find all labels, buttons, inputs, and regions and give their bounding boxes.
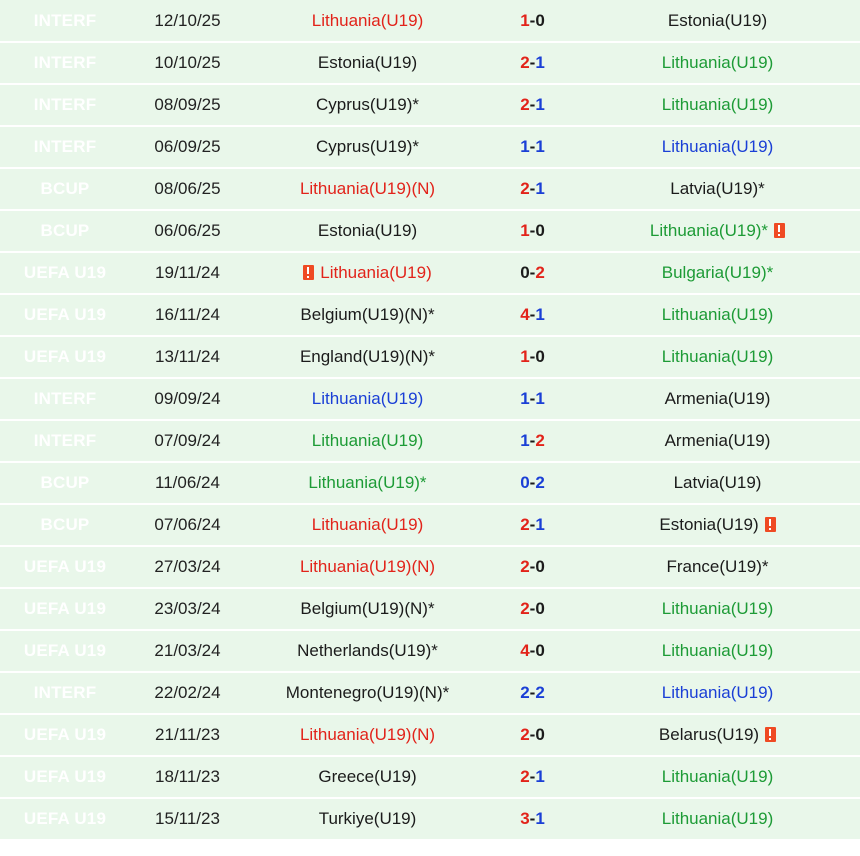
score-cell bbox=[490, 504, 575, 546]
home-team-name: Netherlands(U19)* bbox=[297, 641, 438, 660]
score-cell bbox=[490, 546, 575, 588]
home-team-cell[interactable] bbox=[245, 294, 490, 336]
score-home: 1 bbox=[520, 10, 530, 30]
score-away: 2 bbox=[535, 683, 545, 702]
home-team-cell[interactable] bbox=[245, 378, 490, 420]
home-team-name: Belgium(U19)(N)* bbox=[300, 305, 435, 324]
score-cell bbox=[490, 798, 575, 840]
score-home: 2 bbox=[520, 53, 530, 72]
away-team-name: Lithuania(U19) bbox=[661, 137, 774, 156]
score-away: 0 bbox=[535, 557, 545, 576]
score-home: 2 bbox=[520, 95, 530, 114]
away-team-cell[interactable] bbox=[575, 504, 860, 546]
home-team-cell[interactable] bbox=[245, 42, 490, 84]
home-team-cell[interactable] bbox=[245, 588, 490, 630]
home-team-cell[interactable] bbox=[245, 546, 490, 588]
score-away: 1 bbox=[535, 179, 545, 198]
away-team-cell[interactable] bbox=[575, 420, 860, 462]
competition-cell: BCUP bbox=[0, 462, 130, 504]
away-team-cell[interactable] bbox=[575, 294, 860, 336]
score-away: 1 bbox=[535, 53, 545, 72]
score-home: 2 bbox=[520, 683, 530, 702]
away-team-cell[interactable] bbox=[575, 798, 860, 840]
red-card-icon bbox=[765, 517, 776, 532]
home-team-name: Cyprus(U19)* bbox=[316, 137, 419, 156]
score-cell bbox=[490, 252, 575, 294]
match-date: 15/11/23 bbox=[130, 798, 245, 840]
score-separator: - bbox=[529, 599, 536, 618]
match-date: 10/10/25 bbox=[130, 42, 245, 84]
match-date: 16/11/24 bbox=[130, 294, 245, 336]
match-date: 21/03/24 bbox=[130, 630, 245, 672]
competition-cell: INTERF bbox=[0, 84, 130, 126]
score-home: 4 bbox=[520, 305, 530, 324]
competition-cell: INTERF bbox=[0, 126, 130, 168]
score-cell bbox=[490, 168, 575, 210]
away-team-cell[interactable] bbox=[575, 210, 860, 252]
score-separator: - bbox=[529, 137, 536, 156]
home-team-name: Cyprus(U19)* bbox=[316, 95, 419, 114]
table-row[interactable] bbox=[0, 504, 860, 546]
home-team-cell[interactable] bbox=[245, 462, 490, 504]
away-team-name: Bulgaria(U19)* bbox=[661, 263, 774, 282]
home-team-cell[interactable] bbox=[245, 756, 490, 798]
bottom-spacer bbox=[0, 841, 860, 851]
score-away: 1 bbox=[535, 95, 545, 114]
match-date: 08/09/25 bbox=[130, 84, 245, 126]
score-separator: - bbox=[529, 221, 536, 240]
home-team-cell[interactable] bbox=[245, 0, 490, 42]
home-team-name: Lithuania(U19)(N) bbox=[299, 557, 436, 576]
score-cell bbox=[490, 210, 575, 252]
home-team-name: Lithuania(U19)* bbox=[308, 473, 427, 492]
red-card-icon bbox=[303, 265, 314, 280]
table-row[interactable] bbox=[0, 252, 860, 294]
away-team-cell[interactable] bbox=[575, 630, 860, 672]
away-team-cell[interactable] bbox=[575, 252, 860, 294]
competition-cell: UEFA U19 bbox=[0, 756, 130, 798]
match-date: 13/11/24 bbox=[130, 336, 245, 378]
match-date: 12/10/25 bbox=[130, 0, 245, 42]
home-team-name: Lithuania(U19) bbox=[311, 431, 424, 450]
score-away: 2 bbox=[535, 431, 545, 450]
score-away: 2 bbox=[535, 263, 545, 282]
home-team-name: Lithuania(U19) bbox=[320, 263, 432, 282]
home-team-cell[interactable] bbox=[245, 168, 490, 210]
score-home: 2 bbox=[520, 725, 530, 744]
match-date: 06/06/25 bbox=[130, 210, 245, 252]
home-team-cell[interactable] bbox=[245, 210, 490, 252]
score-separator: - bbox=[529, 767, 536, 786]
score-cell bbox=[490, 42, 575, 84]
score-separator: - bbox=[529, 431, 536, 450]
score-away: 1 bbox=[535, 137, 545, 156]
competition-cell: UEFA U19 bbox=[0, 588, 130, 630]
home-team-name: Lithuania(U19) bbox=[311, 389, 424, 408]
away-team-name: Lithuania(U19) bbox=[661, 305, 774, 324]
away-team-cell[interactable] bbox=[575, 588, 860, 630]
score-home: 0 bbox=[520, 473, 530, 492]
competition-cell: INTERF bbox=[0, 672, 130, 714]
competition-cell: INTERF bbox=[0, 420, 130, 462]
score-separator: - bbox=[529, 557, 536, 576]
score-separator: - bbox=[529, 263, 536, 282]
match-date: 06/09/25 bbox=[130, 126, 245, 168]
score-away: 0 bbox=[535, 221, 545, 240]
table-row[interactable] bbox=[0, 798, 860, 840]
competition-cell: UEFA U19 bbox=[0, 252, 130, 294]
score-away: 1 bbox=[535, 809, 545, 828]
away-team-name: Lithuania(U19) bbox=[661, 767, 774, 786]
away-team-name: Armenia(U19) bbox=[664, 389, 771, 408]
table-row[interactable] bbox=[0, 42, 860, 84]
competition-cell: UEFA U19 bbox=[0, 546, 130, 588]
away-team-name: Lithuania(U19) bbox=[661, 95, 774, 114]
match-date: 27/03/24 bbox=[130, 546, 245, 588]
score-home: 1 bbox=[520, 347, 530, 366]
score-home: 2 bbox=[520, 557, 530, 576]
competition-cell: BCUP bbox=[0, 504, 130, 546]
home-team-name: Montenegro(U19)(N)* bbox=[285, 683, 450, 702]
table-row[interactable] bbox=[0, 588, 860, 630]
score-cell bbox=[490, 630, 575, 672]
away-team-name: Armenia(U19) bbox=[664, 431, 771, 450]
home-team-cell[interactable] bbox=[245, 84, 490, 126]
match-date: 21/11/23 bbox=[130, 714, 245, 756]
competition-cell: UEFA U19 bbox=[0, 294, 130, 336]
score-cell bbox=[490, 420, 575, 462]
table-row[interactable] bbox=[0, 84, 860, 126]
table-row[interactable] bbox=[0, 210, 860, 252]
score-separator: - bbox=[529, 179, 536, 198]
away-team-name: Lithuania(U19) bbox=[661, 347, 774, 366]
score-separator: - bbox=[529, 515, 536, 534]
away-team-name: Lithuania(U19) bbox=[661, 599, 774, 618]
score-home: 0 bbox=[520, 263, 530, 282]
home-team-cell[interactable] bbox=[245, 630, 490, 672]
score-cell bbox=[490, 336, 575, 378]
table-row[interactable] bbox=[0, 714, 860, 756]
match-date: 18/11/23 bbox=[130, 756, 245, 798]
away-team-cell[interactable] bbox=[575, 84, 860, 126]
away-team-cell[interactable] bbox=[575, 42, 860, 84]
home-team-cell[interactable] bbox=[245, 336, 490, 378]
match-date: 11/06/24 bbox=[130, 462, 245, 504]
away-team-name: Estonia(U19) bbox=[667, 10, 768, 30]
table-row[interactable] bbox=[0, 546, 860, 588]
score-cell bbox=[490, 714, 575, 756]
match-date: 07/06/24 bbox=[130, 504, 245, 546]
away-team-name: Lithuania(U19) bbox=[661, 683, 774, 702]
away-team-name: Latvia(U19)* bbox=[670, 179, 765, 198]
home-team-name: Estonia(U19) bbox=[317, 221, 418, 240]
match-date: 08/06/25 bbox=[130, 168, 245, 210]
score-separator: - bbox=[529, 389, 536, 408]
score-away: 0 bbox=[535, 725, 545, 744]
score-separator: - bbox=[529, 683, 536, 702]
score-separator: - bbox=[529, 95, 536, 114]
match-date: 09/09/24 bbox=[130, 378, 245, 420]
home-team-cell[interactable] bbox=[245, 126, 490, 168]
away-team-cell[interactable] bbox=[575, 336, 860, 378]
home-team-cell[interactable] bbox=[245, 252, 490, 294]
competition-cell: BCUP bbox=[0, 168, 130, 210]
score-home: 1 bbox=[520, 431, 530, 450]
away-team-cell[interactable] bbox=[575, 672, 860, 714]
score-away: 1 bbox=[535, 767, 545, 786]
home-team-name: Belgium(U19)(N)* bbox=[300, 599, 435, 618]
home-team-name: Lithuania(U19) bbox=[311, 515, 424, 534]
score-separator: - bbox=[529, 347, 536, 366]
score-home: 2 bbox=[520, 515, 530, 534]
score-separator: - bbox=[529, 473, 536, 492]
home-team-name: Lithuania(U19) bbox=[311, 10, 424, 30]
table-row[interactable] bbox=[0, 378, 860, 420]
competition-cell: INTERF bbox=[0, 378, 130, 420]
score-cell bbox=[490, 462, 575, 504]
away-team-cell[interactable] bbox=[575, 0, 860, 42]
score-cell bbox=[490, 0, 575, 42]
competition-cell: UEFA U19 bbox=[0, 798, 130, 840]
score-away: 0 bbox=[535, 599, 545, 618]
match-date: 23/03/24 bbox=[130, 588, 245, 630]
away-team-cell[interactable] bbox=[575, 462, 860, 504]
away-team-name: Lithuania(U19) bbox=[661, 809, 774, 828]
away-team-name: France(U19)* bbox=[666, 557, 769, 576]
away-team-cell[interactable] bbox=[575, 546, 860, 588]
score-away: 0 bbox=[535, 347, 545, 366]
home-team-cell[interactable] bbox=[245, 798, 490, 840]
score-cell bbox=[490, 756, 575, 798]
table-row[interactable] bbox=[0, 126, 860, 168]
table-row[interactable] bbox=[0, 462, 860, 504]
table-row[interactable] bbox=[0, 630, 860, 672]
home-team-name: Turkiye(U19) bbox=[318, 809, 417, 828]
red-card-icon bbox=[774, 223, 785, 238]
away-team-name: Lithuania(U19) bbox=[661, 641, 774, 660]
score-home: 2 bbox=[520, 599, 530, 618]
home-team-name: Greece(U19) bbox=[318, 767, 417, 786]
score-home: 4 bbox=[520, 641, 530, 660]
competition-cell: UEFA U19 bbox=[0, 630, 130, 672]
score-home: 1 bbox=[520, 221, 530, 240]
table-row[interactable] bbox=[0, 336, 860, 378]
score-separator: - bbox=[529, 641, 536, 660]
home-team-cell[interactable] bbox=[245, 714, 490, 756]
score-home: 3 bbox=[520, 809, 530, 828]
table-row[interactable] bbox=[0, 756, 860, 798]
table-row[interactable] bbox=[0, 168, 860, 210]
table-row[interactable] bbox=[0, 420, 860, 462]
score-separator: - bbox=[529, 53, 536, 72]
competition-cell: UEFA U19 bbox=[0, 714, 130, 756]
score-away: 2 bbox=[535, 473, 545, 492]
away-team-cell[interactable] bbox=[575, 168, 860, 210]
competition-cell: UEFA U19 bbox=[0, 336, 130, 378]
table-row[interactable] bbox=[0, 0, 860, 42]
match-date: 22/02/24 bbox=[130, 672, 245, 714]
home-team-name: Lithuania(U19)(N) bbox=[299, 725, 436, 744]
score-home: 2 bbox=[520, 179, 530, 198]
home-team-cell[interactable] bbox=[245, 504, 490, 546]
score-home: 1 bbox=[520, 137, 530, 156]
match-date: 19/11/24 bbox=[130, 252, 245, 294]
score-away: 1 bbox=[535, 305, 545, 324]
away-team-cell[interactable] bbox=[575, 756, 860, 798]
score-away: 1 bbox=[535, 389, 545, 408]
score-away: 0 bbox=[535, 641, 545, 660]
red-card-icon bbox=[765, 727, 776, 742]
score-home: 2 bbox=[520, 767, 530, 786]
home-team-cell[interactable] bbox=[245, 420, 490, 462]
away-team-cell[interactable] bbox=[575, 714, 860, 756]
away-team-cell[interactable] bbox=[575, 378, 860, 420]
score-cell bbox=[490, 126, 575, 168]
competition-cell: BCUP bbox=[0, 210, 130, 252]
score-away: 1 bbox=[535, 515, 545, 534]
away-team-name: Lithuania(U19) bbox=[661, 53, 774, 72]
score-cell bbox=[490, 672, 575, 714]
match-date: 07/09/24 bbox=[130, 420, 245, 462]
competition-cell: INTERF bbox=[0, 42, 130, 84]
away-team-name: Latvia(U19) bbox=[673, 473, 762, 492]
away-team-name: Lithuania(U19)* bbox=[649, 221, 769, 240]
score-home: 1 bbox=[520, 389, 530, 408]
score-separator: - bbox=[529, 725, 536, 744]
table-row[interactable] bbox=[0, 294, 860, 336]
score-separator: - bbox=[529, 809, 536, 828]
table-row[interactable] bbox=[0, 672, 860, 714]
score-cell bbox=[490, 378, 575, 420]
score-cell bbox=[490, 294, 575, 336]
home-team-name: Lithuania(U19)(N) bbox=[299, 179, 436, 198]
score-cell bbox=[490, 84, 575, 126]
home-team-name: England(U19)(N)* bbox=[299, 347, 436, 366]
score-away: 0 bbox=[535, 10, 545, 30]
score-separator: - bbox=[529, 305, 536, 324]
away-team-name: Estonia(U19) bbox=[659, 515, 759, 534]
score-separator: - bbox=[529, 10, 536, 30]
home-team-name: Estonia(U19) bbox=[317, 53, 418, 72]
away-team-name: Belarus(U19) bbox=[658, 725, 760, 744]
score-cell bbox=[490, 588, 575, 630]
competition-cell: INTERF bbox=[0, 0, 130, 42]
away-team-cell[interactable] bbox=[575, 126, 860, 168]
home-team-cell[interactable] bbox=[245, 672, 490, 714]
